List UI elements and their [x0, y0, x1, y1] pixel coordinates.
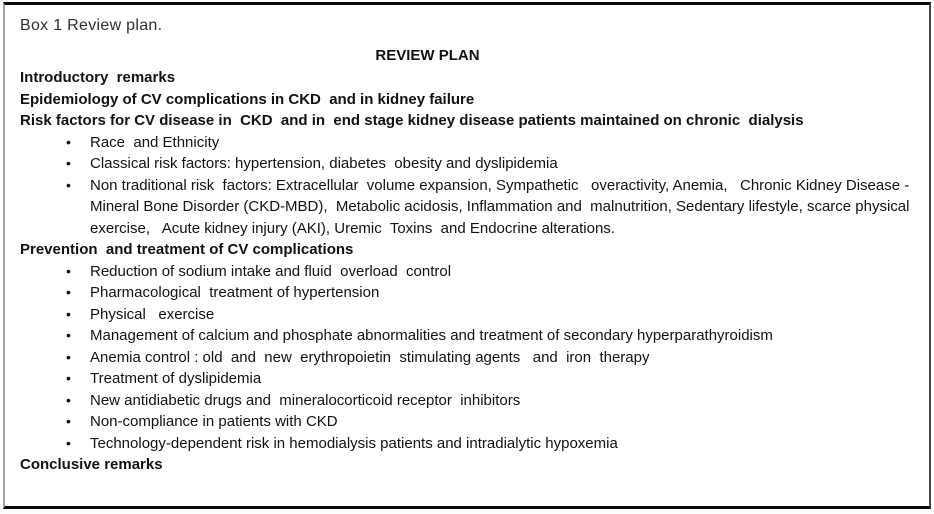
section-heading: [20, 239, 911, 261]
bullet-icon: •: [66, 155, 71, 171]
bullet-icon: •: [66, 348, 71, 365]
bullet-icon: •: [66, 434, 71, 451]
bullet-icon: •: [66, 391, 71, 408]
list-item: [20, 411, 911, 433]
list-item: [20, 325, 911, 347]
section-heading: [20, 110, 911, 132]
section-heading: [20, 89, 911, 111]
bullet-icon: •: [66, 305, 71, 322]
review-plan-box: [3, 2, 931, 509]
box-caption: Box 1 Review plan.: [20, 17, 163, 34]
bullet-icon: •: [66, 262, 71, 279]
list-item: [20, 368, 911, 390]
plan-title: REVIEW PLAN: [375, 47, 480, 64]
list-item: [20, 175, 914, 240]
section-heading: [20, 67, 911, 89]
section-heading-text: Epidemiology of CV complications in CKD and in kidney failure: [20, 90, 475, 108]
list-item: [20, 153, 911, 175]
list-item-text: Reduction of sodium intake and fluid overload control: [90, 262, 452, 280]
bullet-icon: •: [66, 176, 71, 193]
list-item: [20, 390, 911, 412]
list-item-text: Technology-dependent risk in hemodialysis patients and intradialytic hypoxemia: [90, 434, 618, 452]
list-item-text: Pharmacological treatment of hypertension: [90, 284, 380, 301]
list-item: [20, 261, 911, 283]
box-content: [5, 5, 929, 476]
list-item-text: Anemia control : old and new erythropoietin stimulating agents and iron therapy: [90, 348, 650, 366]
list-item-text: Treatment of dyslipidemia: [90, 370, 262, 387]
bullet-icon: •: [66, 284, 71, 300]
section-heading-text: Risk factors for CV disease in CKD and in end stage kidney disease patients maintained on chronic dialysis: [20, 112, 804, 129]
list-item: [20, 304, 911, 326]
list-item-text: Physical exercise: [90, 305, 215, 323]
list-item: [20, 132, 911, 154]
bullet-icon: •: [66, 327, 71, 343]
list-item: [20, 347, 911, 369]
list-item-text: Non-compliance in patients with CKD: [90, 413, 338, 430]
list-item: [20, 433, 911, 455]
section-heading-text: Conclusive remarks: [20, 456, 163, 473]
bullet-icon: •: [66, 413, 71, 429]
list-item-text: Race and Ethnicity: [90, 133, 220, 151]
plan-lines: [20, 67, 914, 476]
list-item-text: Management of calcium and phosphate abnormalities and treatment of secondary hyperparathyroidism: [90, 327, 773, 344]
section-heading-text: Prevention and treatment of CV complications: [20, 241, 354, 258]
list-item-text: Non traditional risk factors: Extracellular volume expansion, Sympathetic overactivity, Anemia, Chronic Kidney Disease - Mineral Bone Disorder (CKD-MBD), Metabolic acidosis, Inflammation and malnutrition, Sedentary lifestyle, scarce physical exercise, Acute kidney injury (AKI), Uremic Toxins and Endocrine alterations.: [90, 176, 914, 237]
list-item-text: New antidiabetic drugs and mineralocorticoid receptor inhibitors: [90, 391, 521, 409]
section-heading-text: Introductory remarks: [20, 69, 176, 86]
bullet-icon: •: [66, 133, 71, 150]
bullet-icon: •: [66, 370, 71, 386]
list-item-text: Classical risk factors: hypertension, diabetes obesity and dyslipidemia: [90, 155, 558, 172]
list-item: [20, 282, 911, 304]
section-heading: [20, 454, 911, 476]
